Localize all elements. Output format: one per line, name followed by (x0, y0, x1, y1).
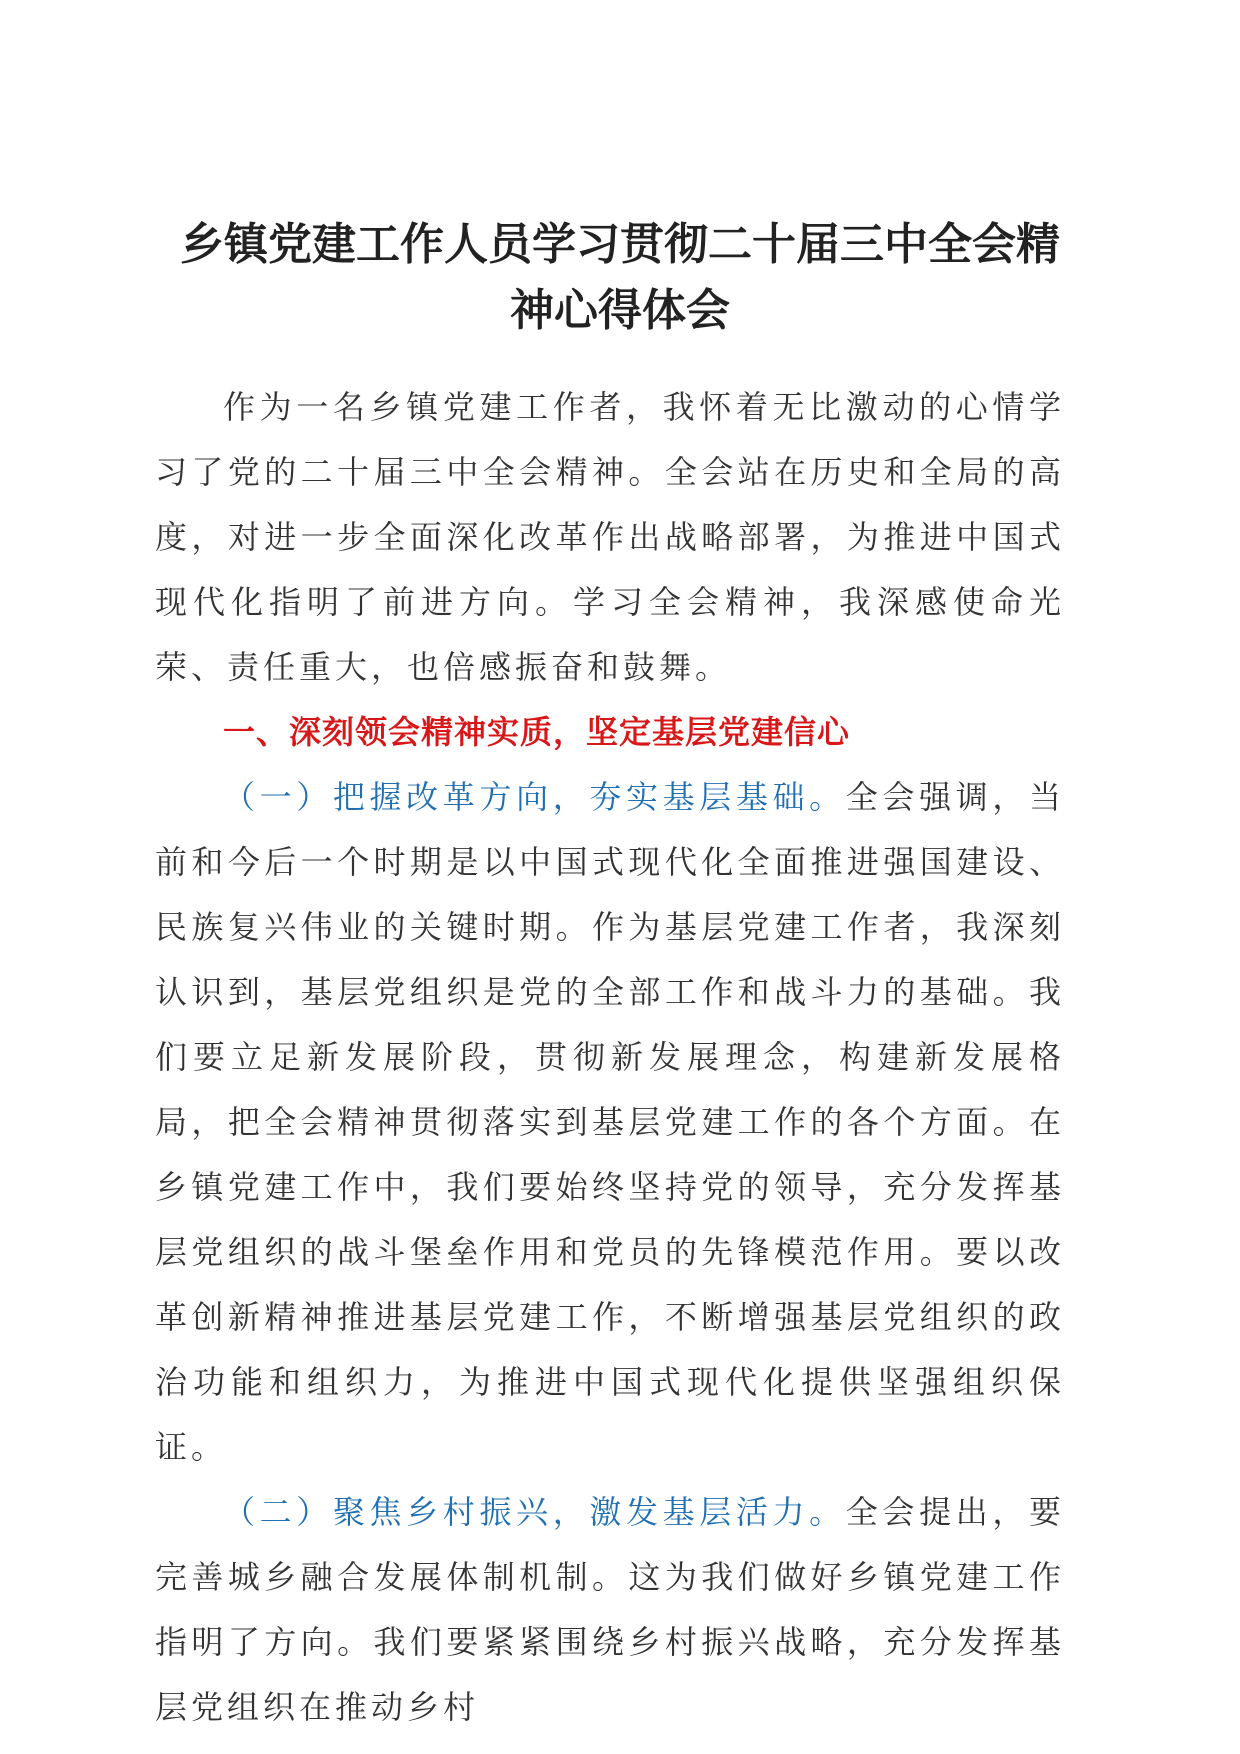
intro-paragraph: 作为一名乡镇党建工作者，我怀着无比激动的心情学习了党的二十届三中全会精神。全会站在历史和全局的高度，对进一步全面深化改革作出战略部署，为推进中国式现代化指明了前进方向。学习全会精神，我深感使命光荣、责任重大，也倍感振奋和鼓舞。 (155, 388, 1065, 686)
subsection-2-title: （二）聚焦乡村振兴，激发基层活力。 (223, 1493, 846, 1531)
subsection-2-paragraph (155, 1480, 1065, 1740)
subsection-1-paragraph (155, 765, 1065, 1480)
document-body (155, 375, 1065, 1740)
subsection-2-body: 全会提出，要完善城乡融合发展体制机制。这为我们做好乡镇党建工作指明了方向。我们要紧紧围绕乡村振兴战略，充分发挥基层党组织在推动乡村 (155, 1493, 1065, 1726)
document-title-line-2: 神心得体会 (510, 285, 730, 336)
subsection-1-body: 全会强调，当前和今后一个时期是以中国式现代化全面推进强国建设、民族复兴伟业的关键时期。作为基层党建工作者，我深刻认识到，基层党组织是党的全部工作和战斗力的基础。我们要立足新发展阶段，贯彻新发展理念，构建新发展格局，把全会精神贯彻落实到基层党建工作的各个方面。在乡镇党建工作中，我们要始终坚持党的领导，充分发挥基层党组织的战斗堡垒作用和党员的先锋模范作用。要以改革创新精神推进基层党建工作，不断增强基层党组织的政治功能和组织力，为推进中国式现代化提供坚强组织保证。 (155, 778, 1065, 1466)
subsection-1-title: （一）把握改革方向，夯实基层基础。 (223, 778, 846, 816)
document-title-line-1: 乡镇党建工作人员学习贯彻二十届三中全会精 (180, 219, 1060, 270)
section-1-heading: 一、深刻领会精神实质，坚定基层党建信心 (223, 713, 851, 751)
